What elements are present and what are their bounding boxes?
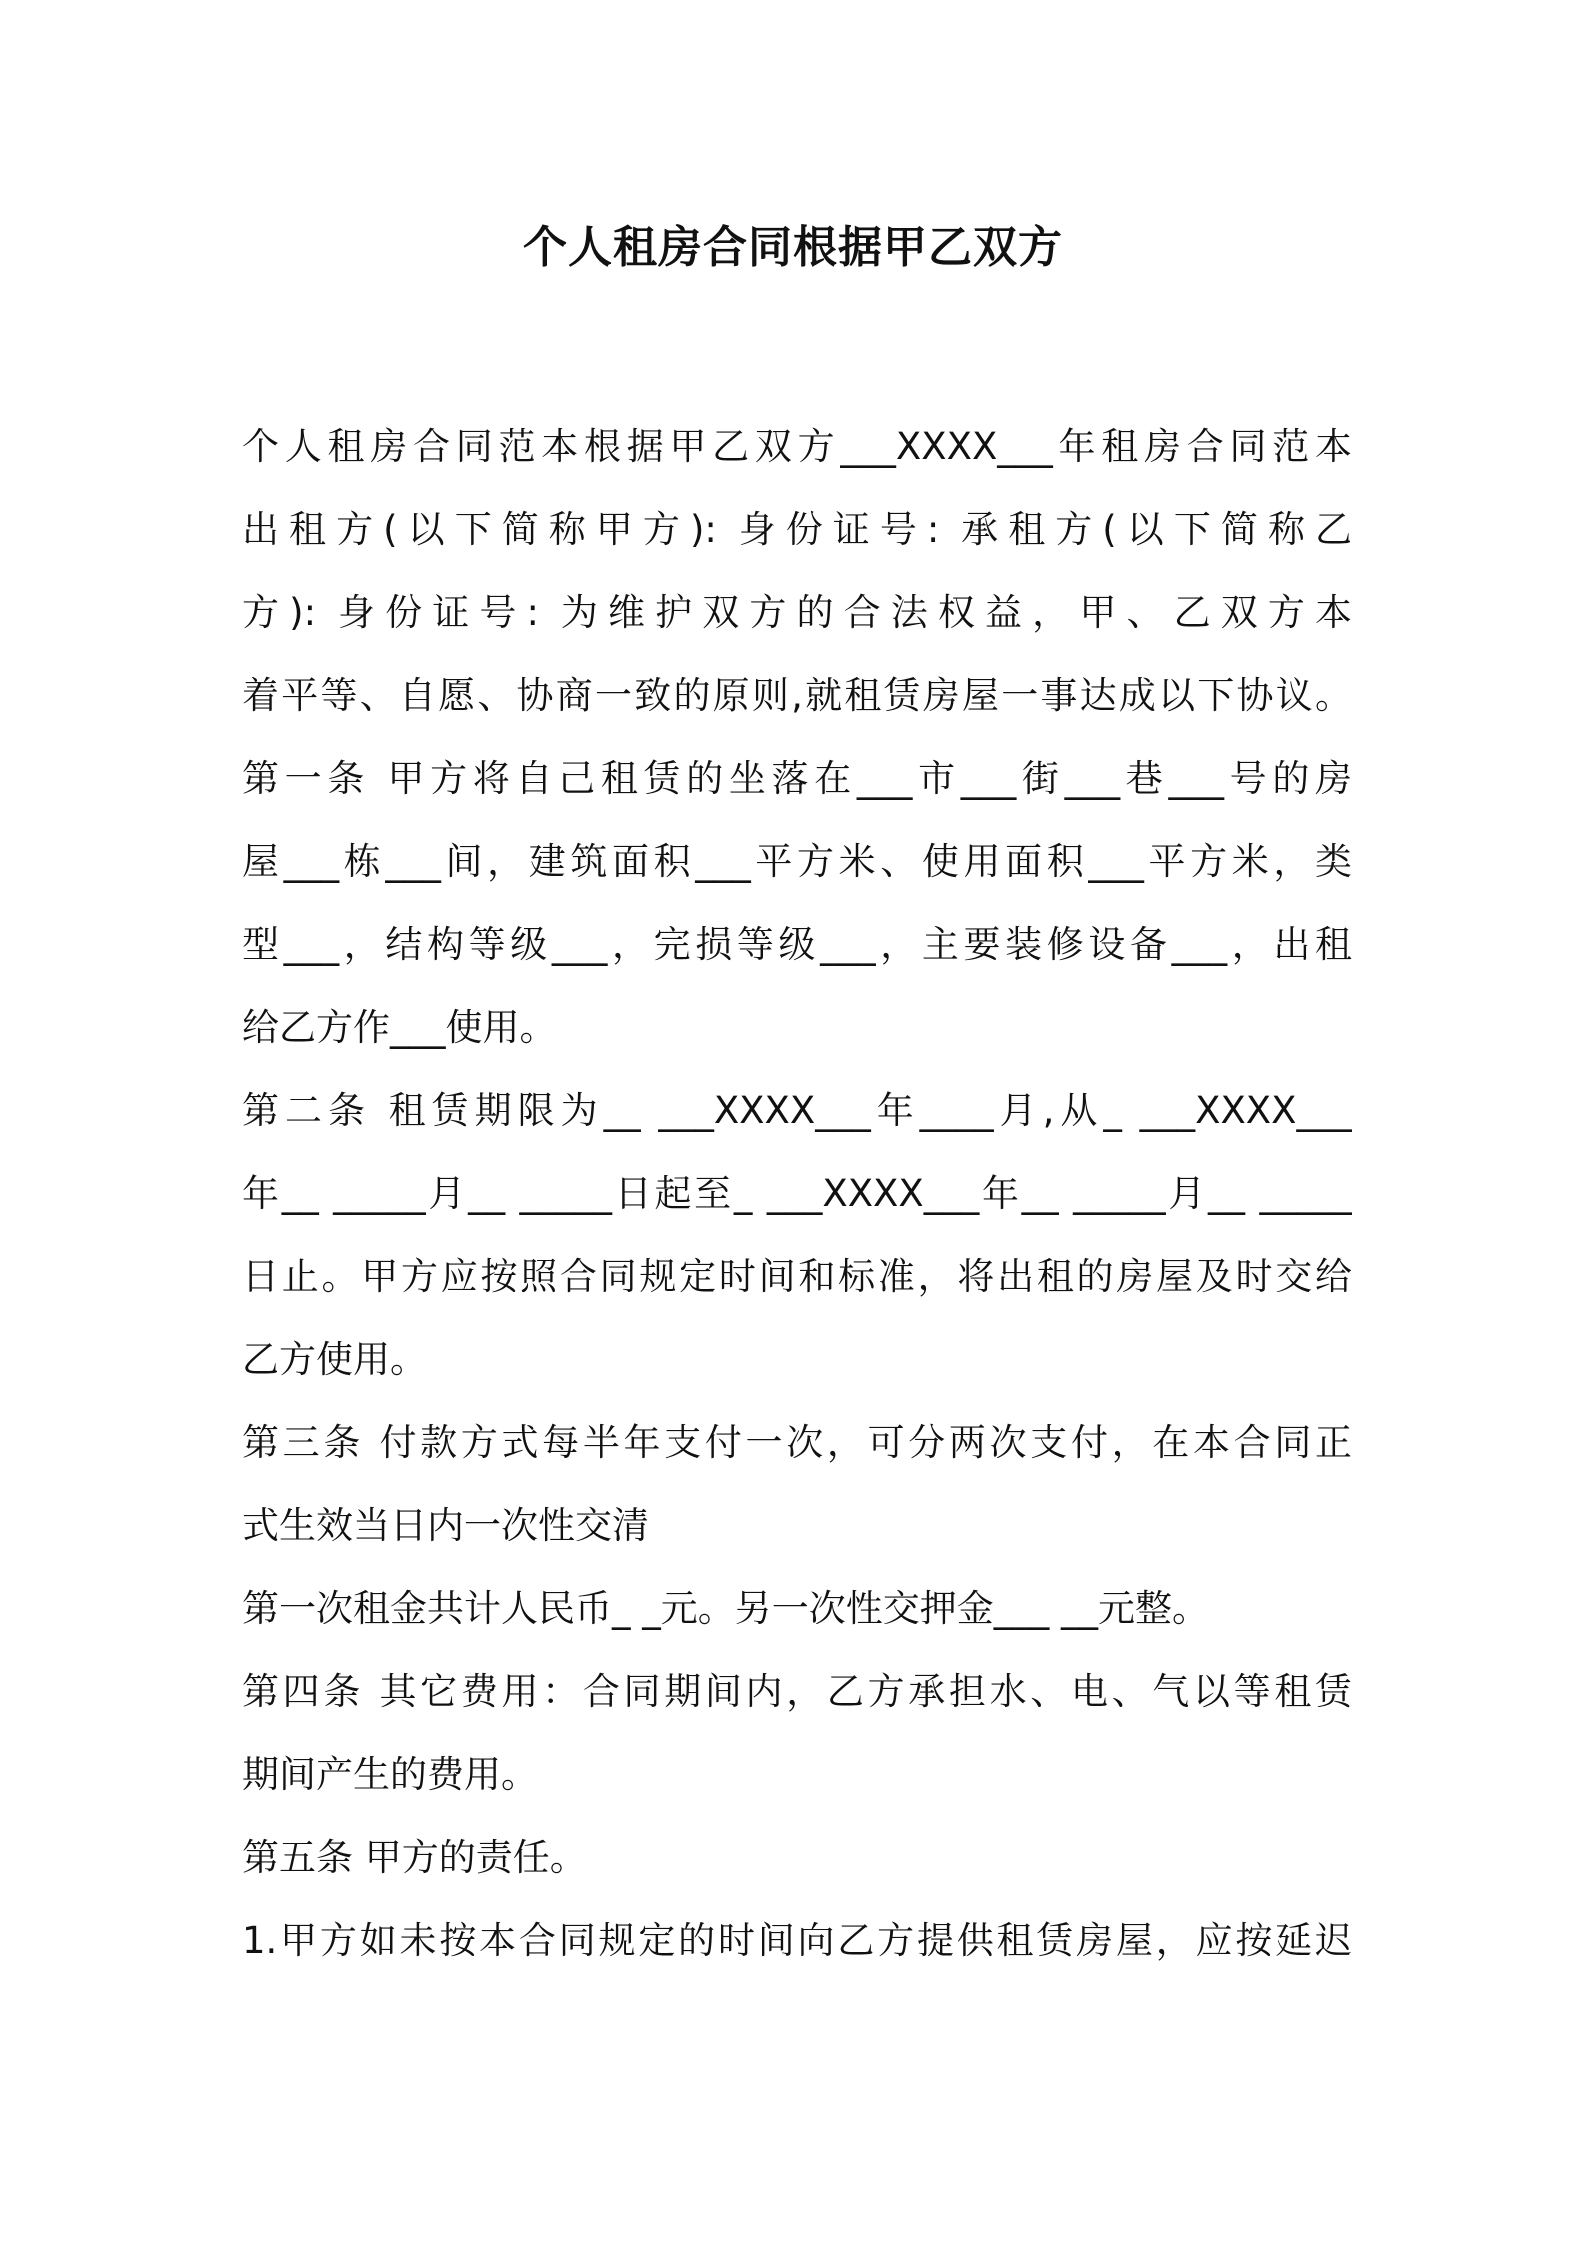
body-line: 乙方使用。 bbox=[242, 1338, 427, 1381]
body-line: 型___，结构等级___，完损等级___，主要装修设备___，出租 bbox=[242, 923, 1352, 966]
body-line: 屋___栋___间，建筑面积___平方米、使用面积___平方米，类 bbox=[242, 840, 1352, 883]
body-line: 方): 身份证号: 为维护双方的合法权益，甲、乙双方本 bbox=[242, 591, 1352, 634]
body-line: 着平等、自愿、协商一致的原则,就租赁房屋一事达成以下协议。 bbox=[242, 674, 1352, 717]
body-line: 日止。甲方应按照合同规定时间和标准，将出租的房屋及时交给 bbox=[242, 1255, 1352, 1298]
body-line: 期间产生的费用。 bbox=[242, 1753, 538, 1796]
body-line: 第四条 其它费用：合同期间内，乙方承担水、电、气以等租赁 bbox=[242, 1670, 1352, 1713]
document-title: 个人租房合同根据甲乙双方 bbox=[523, 222, 1063, 273]
body-line: 第一条 甲方将自己租赁的坐落在___市___街___巷___号的房 bbox=[242, 757, 1352, 800]
body-line: 给乙方作___使用。 bbox=[242, 1006, 557, 1049]
body-line: 个人租房合同范本根据甲乙双方___XXXX___年租房合同范本 bbox=[242, 425, 1352, 468]
body-line: 1.甲方如未按本合同规定的时间向乙方提供租赁房屋，应按延迟 bbox=[242, 1919, 1352, 1962]
body-line: 年__ _____月__ _____日起至_ ___XXXX___年__ _____月__ _____ bbox=[242, 1172, 1352, 1215]
document-body bbox=[242, 405, 1352, 1982]
body-line: 第一次租金共计人民币_ _元。另一次性交押金___ __元整。 bbox=[242, 1587, 1210, 1630]
body-line: 式生效当日内一次性交清 bbox=[242, 1504, 649, 1547]
body-line: 第二条 租赁期限为__ ___XXXX___年____月,从_ ___XXXX___ bbox=[242, 1089, 1352, 1132]
body-line: 第三条 付款方式每半年支付一次，可分两次支付，在本合同正 bbox=[242, 1421, 1352, 1464]
body-line: 第五条 甲方的责任。 bbox=[242, 1836, 587, 1879]
body-line: 出租方(以下简称甲方): 身份证号: 承租方(以下简称乙 bbox=[242, 508, 1352, 551]
